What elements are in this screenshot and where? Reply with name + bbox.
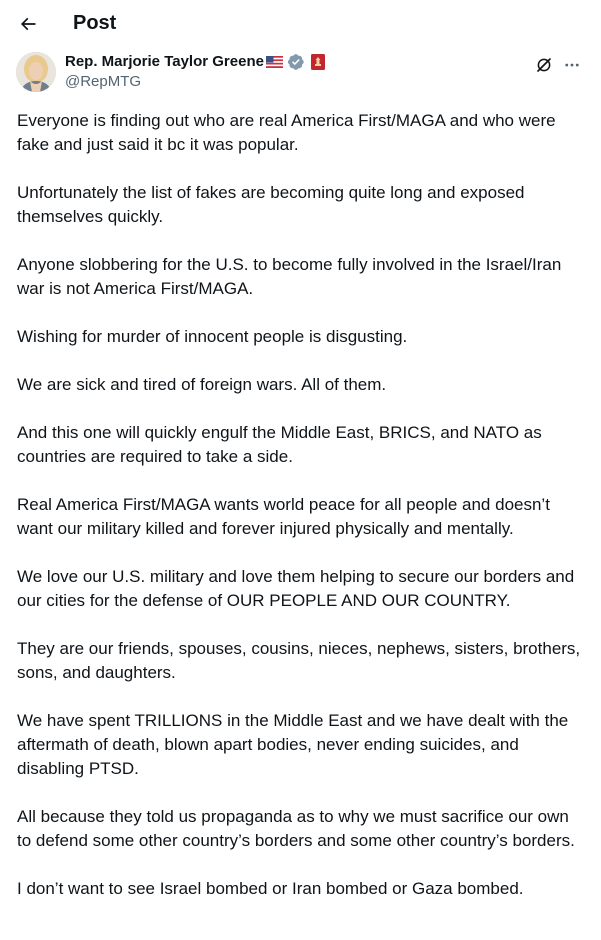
post-paragraph: We love our U.S. military and love them helping to secure our borders and our cities for the defense of OUR PEOPLE AND OUR COUNTRY. [17, 567, 575, 610]
post-paragraph: Unfortunately the list of fakes are becoming quite long and exposed themselves quickly. [17, 183, 525, 226]
grok-icon [535, 56, 553, 74]
grok-button[interactable] [531, 52, 557, 78]
post-text [17, 109, 585, 925]
post-paragraph: I don’t want to see Israel bombed or Iran bombed or Gaza bombed. [17, 879, 524, 898]
post-paragraph: And this one will quickly engulf the Middle East, BRICS, and NATO as countries are required to take a side. [17, 423, 542, 466]
more-options-button[interactable] [559, 52, 585, 78]
avatar[interactable] [16, 52, 56, 92]
post-paragraph: We have spent TRILLIONS in the Middle East and we have dealt with the aftermath of death, blown apart bodies, never ending suicides, and disabling PTSD. [17, 711, 569, 778]
name-line [65, 52, 325, 72]
post-paragraph: Everyone is finding out who are real America First/MAGA and who were fake and just said it bc it was popular. [17, 111, 556, 154]
post-paragraph: All because they told us propaganda as to why we must sacrifice our own to defend some other country’s borders and some other country’s borders. [17, 807, 575, 850]
back-button[interactable] [10, 6, 46, 42]
government-badge-icon[interactable] [311, 54, 325, 70]
post-author-row [16, 52, 585, 96]
verified-gray-icon[interactable] [287, 53, 305, 71]
post-paragraph: Real America First/MAGA wants world peace for all people and doesn’t want our military killed and forever injured physically and mentally. [17, 495, 550, 538]
post-paragraph: We are sick and tired of foreign wars. All of them. [17, 375, 387, 394]
author-display-name[interactable]: Rep. Marjorie Taylor Greene [65, 53, 264, 70]
post-paragraph: They are our friends, spouses, cousins, nieces, nephews, sisters, brothers, sons, and daughters. [17, 639, 581, 682]
more-horizontal-icon [563, 56, 581, 74]
author-handle[interactable]: @RepMTG [65, 73, 142, 90]
top-bar [0, 0, 601, 48]
arrow-left-icon [18, 14, 38, 34]
post-paragraph: Wishing for murder of innocent people is disgusting. [17, 327, 408, 346]
post-paragraph: Anyone slobbering for the U.S. to become fully involved in the Israel/Iran war is not America First/MAGA. [17, 255, 562, 298]
avatar-image [16, 52, 56, 92]
us-flag-icon [266, 56, 283, 68]
page-title: Post [73, 12, 117, 34]
author-name-block [65, 52, 325, 92]
